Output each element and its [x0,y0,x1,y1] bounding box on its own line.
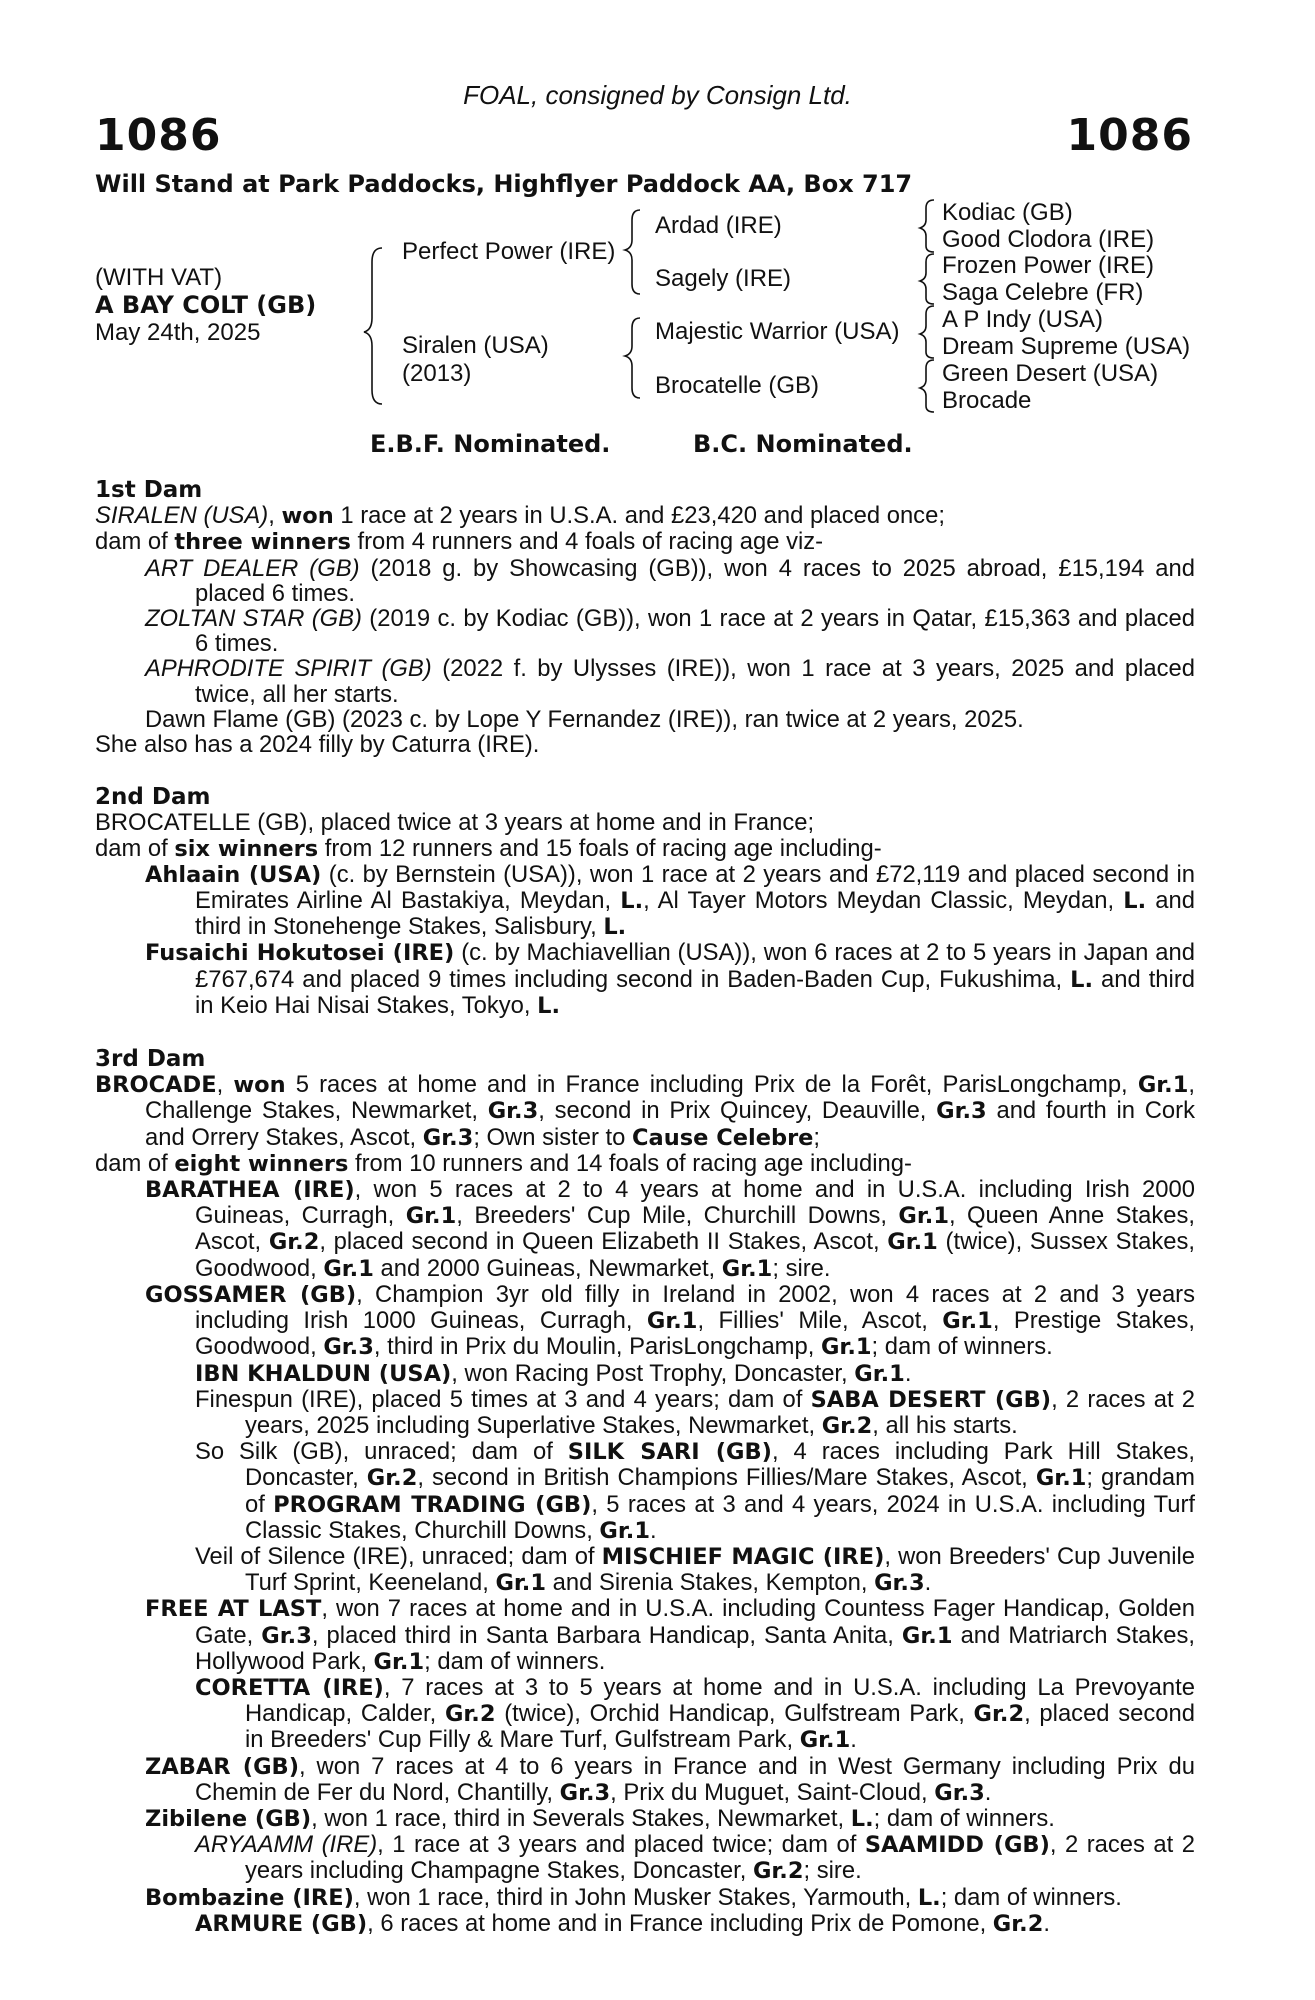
text-run: (c. by Bernstein (USA)), won 1 race at 2 years and £72,119 and placed second in Emirates Airline Al Bastakiya, Meydan, [195,860,1195,915]
text-run: , all his starts. [872,1411,1018,1439]
text-run: , won Racing Post Trophy, Doncaster, [451,1359,855,1387]
bold-text: BARATHEA (IRE) [145,1177,355,1204]
bold-text: SABA DESERT (GB) [810,1386,1052,1413]
pedigree-paragraph [95,1885,1195,1911]
text-run: ; Own sister to [473,1123,633,1151]
text-run: She also has a 2024 filly by Caturra (IRE). [95,731,540,759]
bold-text: IBN KHALDUN (USA) [195,1360,452,1387]
bold-text: L. [850,1805,874,1832]
text-run: ; dam of winners. [424,1647,606,1675]
bold-text: Gr.1 [820,1334,872,1361]
pedigree-paragraph [95,862,1195,941]
text-run: , placed second in Breeders' Cup Filly & Mare Turf, Gulfstream Park, [245,1700,1195,1754]
text-run: , 2 races at 2 years including Champagne Stakes, Doncaster, [245,1831,1195,1885]
text-run: ; dam of winners. [871,1333,1053,1361]
text-run: . [904,1359,912,1387]
pedigree-paragraph [95,1675,1195,1754]
text-run: dam of [95,1149,175,1177]
bold-text: Gr.1 [323,1255,374,1282]
bold-text: three winners [174,529,351,556]
bold-text: Gr.2 [752,1858,804,1885]
bold-text: Gr.3 [323,1334,374,1361]
bold-text: Gr.1 [942,1308,993,1335]
bold-text: Gr.1 [799,1727,851,1754]
text-run: ; dam of winners. [940,1883,1122,1911]
text-run: and fourth in Cork and Orrery Stakes, Ascot, [145,1097,1195,1151]
pedigree-paragraph [95,1754,1195,1806]
text-run: BROCATELLE (GB), placed twice at 3 years at home and in France; [95,809,815,837]
pedigree-paragraph [95,503,1195,529]
gg-2: Good Clodora (IRE) [942,226,1155,253]
gg-1: Kodiac (GB) [942,199,1073,226]
ebf-nominated: E.B.F. Nominated. [370,430,611,458]
text-run: (c. by Machiavellian (USA)), won 6 races at 2 to 5 years in Japan and £767,674 and placed 9 times including second in Baden-Baden Cup, Fukushima, [195,939,1195,993]
text-run: . [850,1726,857,1754]
text-run: 1 race at 2 years in U.S.A. and £23,420 and placed once; [333,502,945,530]
text-run: Finespun (IRE), placed 5 times at 3 and 4 years; dam of [195,1385,811,1413]
gg-7: Green Desert (USA) [942,360,1159,387]
pedigree-paragraph [95,1151,1195,1177]
bold-text: L. [603,914,627,941]
text-run: , 4 races including Park Hill Stakes, Doncaster, [245,1438,1195,1492]
bold-text: Gr.1 [854,1360,905,1387]
pedigree-paragraph [95,836,1195,862]
bold-text: Gr.3 [934,1779,985,1806]
bold-text: Gr.1 [405,1203,457,1230]
text-run: dam of [95,528,175,556]
bold-text: Gr.3 [422,1124,474,1151]
brace-g3 [920,306,934,358]
bold-text: Zibilene (GB) [145,1805,312,1832]
bold-text: L. [1070,966,1093,993]
text-run: , Breeders' Cup Mile, Churchill Downs, [456,1202,899,1230]
bold-text: Cause Celebre [632,1124,814,1151]
consignor-line: FOAL, consigned by Consign Ltd. [463,80,852,110]
text-run: , 6 races at home and in France including Prix de Pomone, [367,1909,993,1937]
italic-text: ZOLTAN STAR (GB) [145,605,362,633]
italic-text: APHRODITE SPIRIT (GB) [145,655,432,683]
bold-text: Fusaichi Hokutosei (IRE) [145,940,455,967]
bold-text: BROCADE [95,1072,217,1099]
pedigree-paragraph [95,1439,1195,1544]
pedigree-paragraph [95,1361,1195,1387]
text-run: (twice), Sussex Stakes, Goodwood, [195,1228,1195,1282]
dam: Siralen (USA) [402,332,549,359]
bold-text: ARMURE (GB) [195,1910,368,1937]
bold-text: six winners [174,835,319,862]
pedigree-paragraph [95,556,1195,606]
dam-year: (2013) [402,360,472,387]
section-heading: 3rd Dam [95,1046,206,1073]
gg-6: Dream Supreme (USA) [942,333,1191,360]
text-run: and Sirenia Stakes, Kempton, [546,1569,875,1597]
text-run: . [649,1516,657,1544]
pedigree-paragraph [95,707,1195,732]
text-run: and 2000 Guineas, Newmarket, [373,1254,722,1282]
brace-main [364,248,382,404]
brace-dam [625,318,640,398]
bold-text: Bombazine (IRE) [145,1884,354,1911]
section-heading: 1st Dam [95,477,203,503]
bold-text: Gr.3 [874,1570,925,1597]
bold-text: eight winners [174,1150,349,1177]
italic-text: SIRALEN (USA) [95,502,269,530]
section-heading: 2nd Dam [95,784,211,811]
text-run: , 2 races at 2 years, 2025 including Superlative Stakes, Newmarket, [245,1385,1195,1439]
gg-8: Brocade [942,387,1032,414]
pedigree-paragraph [95,940,1195,1019]
bold-text: L. [620,888,644,915]
text-run: Veil of Silence (IRE), unraced; dam of [195,1542,602,1570]
text-run: (2018 g. by Showcasing (GB)), won 4 races to 2025 abroad, £15,194 and placed 6 times. [195,554,1195,607]
bold-text: FREE AT LAST [145,1596,322,1623]
bold-text: Gr.1 [373,1648,425,1675]
italic-text: ART DEALER (GB) [145,554,360,582]
text-run: and third in Keio Hai Nisai Stakes, Tokyo, [195,965,1195,1019]
pedigree-paragraph [95,1544,1195,1596]
gg-4: Saga Celebre (FR) [942,279,1144,306]
text-run: , 7 races at 3 to 5 years at home and in U.S.A. including La Prevoyante Handicap, Calder, [245,1673,1195,1728]
lot-number-left: 1086 [95,110,222,161]
pedigree-paragraph [95,1832,1195,1884]
text-run: dam of [95,834,175,862]
bold-text: Gr.1 [898,1203,949,1230]
bold-text: Gr.1 [1035,1465,1087,1492]
bold-text: ZABAR (GB) [145,1753,299,1780]
sire: Perfect Power (IRE) [402,238,616,265]
brace-g4 [920,360,934,412]
bold-text: Gr.1 [646,1308,698,1335]
gg-5: A P Indy (USA) [942,306,1103,333]
bold-text: Gr.2 [268,1229,320,1256]
bold-text: PROGRAM TRADING (GB) [273,1491,592,1518]
text-run: ; dam of winners. [873,1804,1055,1832]
vat-note: (WITH VAT) [95,264,223,291]
pedigree-paragraph [95,1387,1195,1439]
text-run: . [1043,1909,1050,1937]
bold-text: Gr.1 [1137,1072,1189,1099]
text-run: , placed third in Santa Barbara Handicap, Santa Anita, [311,1621,902,1649]
pedigree-paragraph [95,1177,1195,1282]
text-run: . [924,1569,932,1597]
bold-text: won [281,503,334,530]
brace-g2 [920,254,934,304]
bold-text: SILK SARI (GB) [567,1439,772,1466]
pedigree-paragraph [95,1072,1195,1151]
bold-text: L. [537,992,561,1019]
bold-text: Gr.1 [887,1229,938,1256]
text-run: , won 5 races at 2 to 4 years at home and in U.S.A. including Irish 2000 Guineas, Curragh, [195,1176,1195,1230]
pedigree-paragraph [95,606,1195,656]
bc-nominated: B.C. Nominated. [693,430,913,458]
sire-sire: Ardad (IRE) [655,212,782,239]
pedigree-paragraph [95,732,1195,757]
text-run: and Matriarch Stakes, Hollywood Park, [195,1621,1195,1675]
bold-text: Gr.3 [487,1098,539,1125]
bold-text: Gr.3 [936,1098,987,1125]
text-run: , won Breeders' Cup Juvenile Turf Sprint, Keeneland, [245,1542,1196,1597]
text-run: , won 7 races at 4 to 6 years in France and in West Germany including Prix du Chemin de Fer du Nord, Chantilly, [195,1752,1195,1806]
pedigree-paragraph [95,529,1195,555]
pedigree-paragraph [95,1282,1195,1361]
text-run: (2022 f. by Ulysses (IRE)), won 1 race at 3 years, 2025 and placed twice, all her starts. [195,655,1195,708]
text-run: from 10 runners and 14 foals of racing age including- [348,1149,912,1177]
italic-text: ARYAAMM (IRE) [195,1831,378,1859]
bold-text: L. [1123,888,1147,915]
text-run: So Silk (GB), unraced; dam of [195,1438,568,1466]
bold-text: Gr.1 [901,1622,953,1649]
text-run: and third in Stonehenge Stakes, Salisbury, [195,887,1195,941]
dam-sire: Majestic Warrior (USA) [655,318,900,345]
text-run: , third in Prix du Moulin, ParisLongchamp, [373,1333,821,1361]
text-run: , won 7 races at home and in U.S.A. including Countess Fager Handicap, Golden Gate, [195,1595,1195,1649]
horse-name: A BAY COLT (GB) [95,291,317,319]
text-run: Dawn Flame (GB) (2023 c. by Lope Y Fernandez (IRE)), ran twice at 2 years, 2025. [145,705,1024,733]
text-run: ; [813,1123,821,1151]
bold-text: SAAMIDD (GB) [864,1832,1050,1859]
text-run: from 12 runners and 15 foals of racing age including- [318,834,882,862]
text-run: , [268,502,282,530]
sire-dam: Sagely (IRE) [655,265,792,292]
text-run: ; sire. [803,1857,862,1885]
bold-text: Gr.3 [559,1779,611,1806]
text-run: , second in British Champions Fillies/Mare Stakes, Ascot, [417,1464,1036,1492]
pedigree-paragraph [95,1806,1195,1832]
text-run: , placed second in Queen Elizabeth II Stakes, Ascot, [319,1228,888,1256]
bold-text: GOSSAMER (GB) [145,1281,357,1308]
bold-text: Gr.1 [495,1570,547,1597]
dam-dam: Brocatelle (GB) [655,372,820,399]
bold-text: Gr.3 [261,1622,312,1649]
text-run: , Fillies' Mile, Ascot, [697,1307,943,1335]
text-run: , Prestige Stakes, Goodwood, [195,1307,1195,1361]
text-run: . [984,1778,992,1806]
text-run: , Prix du Muguet, Saint-Cloud, [610,1778,935,1806]
family-notes [95,478,1195,1937]
text-run: , 1 race at 3 years and placed twice; dam of [377,1831,865,1859]
text-run: , Challenge Stakes, Newmarket, [145,1071,1195,1125]
bold-text: won [233,1072,286,1099]
text-run: , Al Tayer Motors Meydan Classic, Meydan, [643,887,1124,915]
text-run: , Champion 3yr old filly in Ireland in 2002, won 4 races at 2 and 3 years including Irish 1000 Guineas, Curragh, [195,1280,1195,1335]
bold-text: Gr.2 [821,1412,873,1439]
text-run: (2019 c. by Kodiac (GB)), won 1 race at 2 years in Qatar, £15,363 and placed 6 times. [195,605,1195,658]
bold-text: Gr.1 [721,1255,773,1282]
pedigree-paragraph [95,656,1195,706]
bold-text: Gr.2 [992,1910,1044,1937]
text-run: from 4 runners and 4 foals of racing age viz- [350,528,824,556]
pedigree-paragraph [95,1596,1195,1675]
text-run: , 5 races at 3 and 4 years, 2024 in U.S.A. including Turf Classic Stakes, Churchill Downs, [245,1490,1195,1544]
bold-text: Gr.2 [973,1701,1025,1728]
gg-3: Frozen Power (IRE) [942,252,1155,279]
bold-text: Ahlaain (USA) [145,861,322,888]
bold-text: Gr.1 [599,1517,650,1544]
text-run: , won 1 race, third in John Musker Stakes, Yarmouth, [353,1883,918,1911]
brace-sire [625,210,640,294]
bold-text: CORETTA (IRE) [195,1674,384,1701]
lot-number-right: 1086 [1066,110,1193,161]
pedigree-paragraph [95,1911,1195,1937]
bold-text: L. [917,1884,941,1911]
stand-location: Will Stand at Park Paddocks, Highflyer Paddock AA, Box 717 [95,170,913,198]
horse-dob: May 24th, 2025 [95,319,261,346]
pedigree-paragraph [95,810,1195,835]
text-run: ; grandam of [245,1464,1195,1518]
bold-text: Gr.2 [444,1701,496,1728]
bold-text: Gr.2 [366,1465,418,1492]
brace-g1 [920,200,934,252]
text-run: 5 races at home and in France including Prix de la Forêt, ParisLongchamp, [285,1071,1138,1099]
text-run: , won 1 race, third in Severals Stakes, Newmarket, [311,1804,851,1832]
text-run: , second in Prix Quincey, Deauville, [538,1097,937,1125]
text-run: (twice), Orchid Handicap, Gulfstream Park, [495,1700,974,1728]
text-run: ; sire. [772,1254,831,1282]
text-run: , [216,1071,234,1099]
bold-text: MISCHIEF MAGIC (IRE) [601,1543,885,1570]
text-run: , Queen Anne Stakes, Ascot, [195,1202,1195,1256]
